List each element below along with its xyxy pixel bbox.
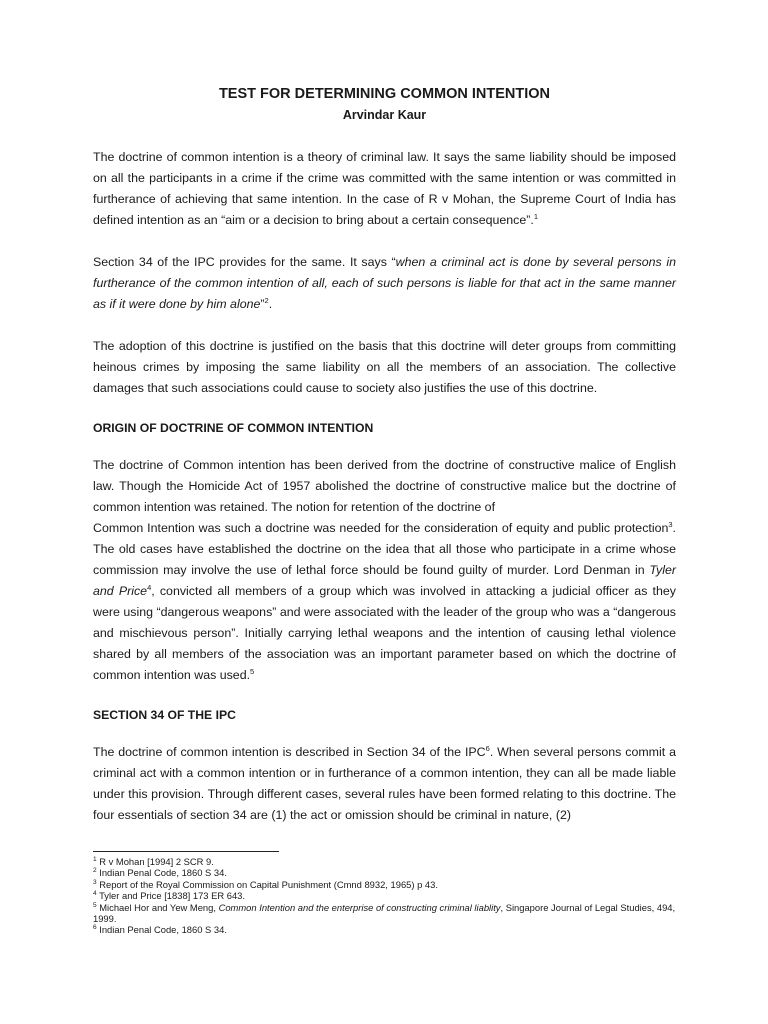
origin-paragraph [93,518,676,686]
footnote-article-title: Common Intention and the enterprise of constructing criminal liablity [218,901,501,913]
footnote-text: Michael Hor and Yew Meng, [99,901,219,913]
intro-paragraph-1 [93,147,676,231]
footnote-divider [93,851,279,852]
footnote-number: 3 [93,878,97,886]
intro-paragraph-3: The adoption of this doctrine is justified on the basis that this doctrine will deter groups from committing heinous crimes by imposing the same liability on all the members of an association. The collective damages that such associations could cause to society also justifies the use of this doctrine. [93,339,676,395]
origin-heading: ORIGIN OF DOCTRINE OF COMMON INTENTION [93,421,374,435]
footnote-1 [93,856,676,867]
footnotes-block [93,856,676,936]
origin-paragraph-text-3: , convicted all members of a group which was involved in attacking a judicial officer as they were using “dangerous weapons” and were associated with the leader of the group who was a “dangerous and mischievous person”. Initially carrying lethal weapons and the intention of causing lethal violence shared by all members of the association was an important parameter based on which the doctrine of common intention was used. [93,584,676,682]
origin-paragraph-text-1: Common Intention was such a doctrine was needed for the consideration of equity and public protection [93,521,669,535]
footnote-text: Report of the Royal Commission on Capital Punishment (Cmnd 8932, 1965) p 43. [99,878,438,890]
footnote-number: 2 [93,867,97,875]
section-34-paragraph-text-1: The doctrine of common intention is described in Section 34 of the IPC [93,745,486,759]
footnote-text: Tyler and Price [1838] 173 ER 643. [99,890,245,902]
footnote-text: Indian Penal Code, 1860 S 34. [99,924,227,936]
intro-paragraph-2-lead: Section 34 of the IPC provides for the same. It says “ [93,255,396,269]
document-page [93,85,676,826]
footnote-6 [93,924,676,935]
footnote-2 [93,867,676,878]
intro-paragraph-2-end: . [268,297,273,311]
footnote-ref-5[interactable]: 5 [250,666,255,676]
case-name-tyler-and-price: Tyler and Price [93,563,676,598]
footnote-ref-4[interactable]: 4 [147,582,152,592]
intro-paragraph-1-text: The doctrine of common intention is a theory of criminal law. It says the same liability should be imposed on all the participants in a crime if the crime was committed with the same intention or was committed in furtherance of achieving that same intention. In the case of R v Mohan, the Supreme Court of India has defined intention as an “aim or a decision to bring about a certain consequence”. [93,150,676,227]
section-34-paragraph-text-2: . When several persons commit a criminal act with a common intention or in furtherance of a common intention, they can all be made liable under this provision. Through different cases, several rules have been formed relating to this doctrine. The four essentials of section 34 are (1) the act or omission should be criminal in nature, (2) [93,745,676,822]
footnote-4 [93,890,676,901]
quote-close-mark: ” [260,297,265,311]
footnote-number: 4 [93,890,97,898]
intro-paragraph-2 [93,252,676,315]
footnote-text: R v Mohan [1994] 2 SCR 9. [99,856,214,867]
footnote-3 [93,879,676,890]
footnote-ref-3[interactable]: 3 [668,519,673,529]
section-34-quote: when a criminal act is done by several persons in furtherance of the common intention of all, each of such persons is liable for that act in the same manner as if it were done by him alone [93,255,676,311]
footnote-number: 1 [93,855,97,863]
footnote-5 [93,902,676,925]
footnote-number: 6 [93,924,97,932]
author-name: Arvindar Kaur [342,108,427,122]
section-34-heading: SECTION 34 OF THE IPC [93,708,236,722]
footnote-ref-6[interactable]: 6 [485,743,490,753]
footnote-text-tail: , Singapore Journal of Legal Studies, 494, 1999. [93,901,676,925]
origin-paragraph-intro-text: The doctrine of Common intention has been derived from the doctrine of constructive malice of English law. Though the Homicide Act of 1957 abolished the doctrine of constructive malice but the doctrine of common intention was retained. The notion for retention of the doctrine of [93,458,676,514]
document-title: TEST FOR DETERMINING COMMON INTENTION [218,86,551,102]
footnote-text: Indian Penal Code, 1860 S 34. [99,867,227,879]
origin-paragraph-intro [93,455,676,518]
section-34-paragraph [93,742,676,826]
footnote-ref-1[interactable]: 1 [533,211,539,221]
footnote-number: 5 [93,901,97,909]
origin-paragraph-text-2: . The old cases have established the doctrine on the idea that all those who participate in a crime whose commission may involve the use of lethal force should be found guilty of murder. Lord Denman in [93,521,676,577]
footnote-ref-2[interactable]: 2 [264,295,269,305]
